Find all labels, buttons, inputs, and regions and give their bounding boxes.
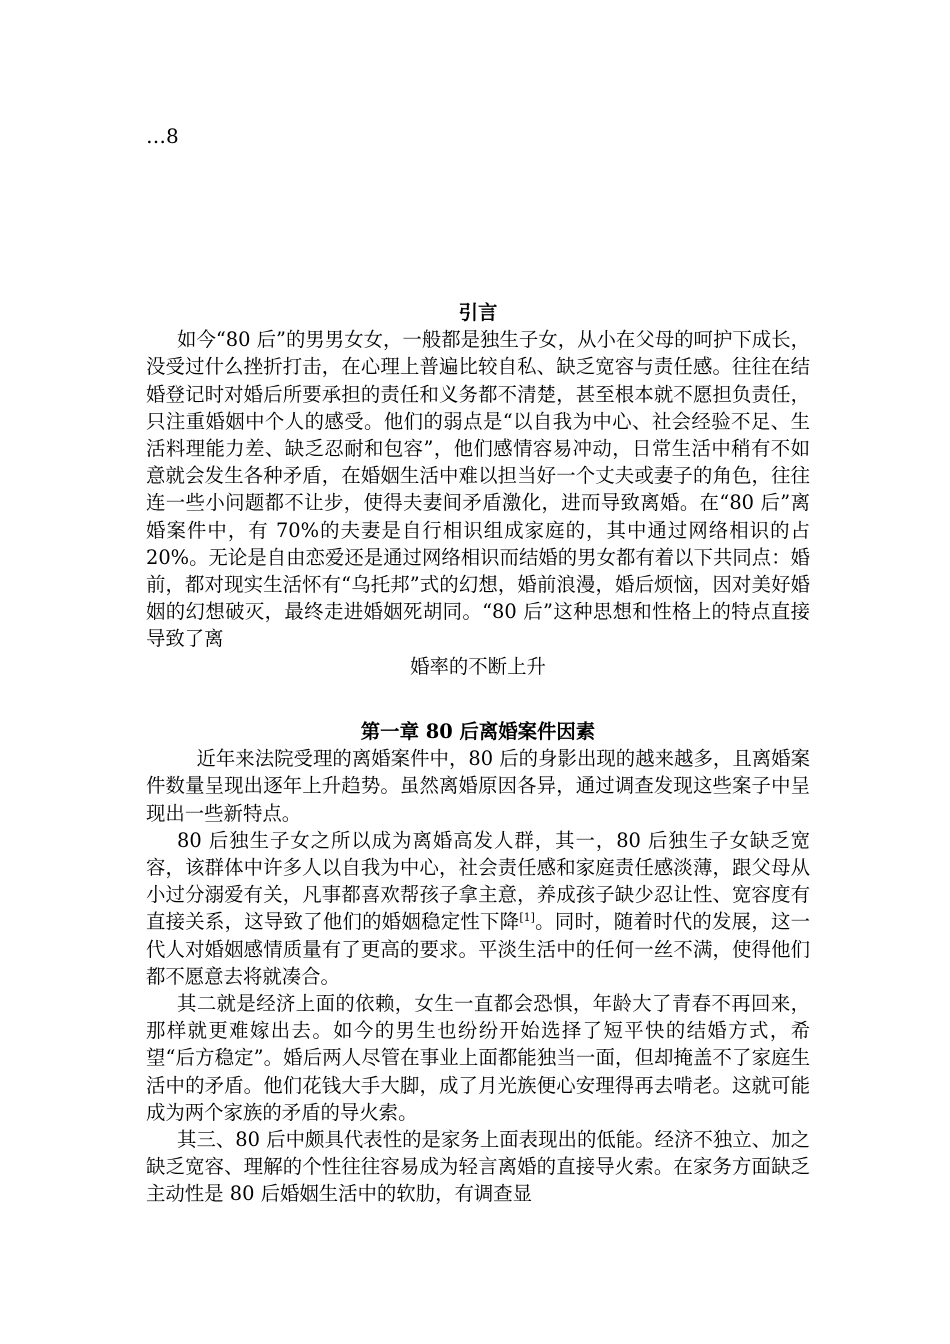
chapter-1-paragraph-4: 其三、80 后中颇具代表性的是家务上面表现出的低能。经济不独立、加之缺乏宽容、理解的个性往往容易成为轻言离婚的直接导火索。在家务方面缺乏主动性是 80 后婚姻生活中的软肋，有调查显 (146, 1128, 810, 1206)
intro-title: 引言 (458, 301, 498, 324)
chapter-1-paragraph-3: 其二就是经济上面的依赖，女生一直都会恐惧，年龄大了青春不再回来，那样就更难嫁出去。如今的男生也纷纷开始选择了短平快的结婚方式，希望“后方稳定”。婚后两人尽管在事业上面都能独当一面，但却掩盖不了家庭生活中的矛盾。他们花钱大手大脚，成了月光族便心安理得再去啃老。这就可能成为两个家族的矛盾的导火索。 (146, 992, 810, 1124)
chapter-1-section (146, 718, 810, 1208)
paragraph-2-text-b: 。同时，随着时代的发展，这一代人对婚姻感情质量有了更高的要求。平淡生活中的任何一丝不满，使得他们都不愿意去将就凑合。 (146, 910, 811, 988)
intro-paragraph: 如今“80 后”的男男女女，一般都是独生子女，从小在父母的呵护下成长，没受过什么挫折打击，在心理上普遍比较自私、缺乏宽容与责任感。往往在结婚登记时对婚后所要承担的责任和义务都不清楚，甚至根本就不愿担负责任，只注重婚姻中个人的感受。他们的弱点是“以自我为中心、社会经验不足、生活料理能力差、缺乏忍耐和包容”，他们感情容易冲动，日常生活中稍有不如意就会发生各种矛盾，在婚姻生活中难以担当好一个丈夫或妻子的角色，往往连一些小问题都不让步，使得夫妻间矛盾激化，进而导致离婚。在“80 后”离婚案件中，有 70%的夫妻是自行相识组成家庭的，其中通过网络相识的占 20%。无论是自由恋爱还是通过网络相识而结婚的男女都有着以下共同点：婚前，都对现实生活怀有“乌托邦”式的幻想，婚前浪漫，婚后烦恼，因对美好婚姻的幻想破灭，最终走进婚姻死胡同。“80 后”这种思想和性格上的特点直接导致了离 (146, 328, 810, 651)
page-number: …8 (146, 124, 179, 148)
intro-section (146, 299, 810, 680)
chapter-1-paragraph-1: 近年来法院受理的离婚案件中，80 后的身影出现的越来越多，且离婚案件数量呈现出逐年上升趋势。虽然离婚原因各异，通过调查发现这些案子中呈现出一些新特点。 (146, 747, 810, 825)
intro-last-line: 婚率的不断上升 (410, 654, 546, 678)
footnote-reference[interactable]: [1] (519, 911, 535, 925)
chapter-1-title: 第一章 80 后离婚案件因素 (360, 720, 596, 743)
paragraph-2-text-a: 80 后独生子女之所以成为离婚高发人群，其一，80 后独生子女缺乏宽容，该群体中许多人以自我为中心，社会责任感和家庭责任感淡薄，跟父母从小过分溺爱有关，凡事都喜欢帮孩子拿主意，养成孩子缺少忍让性、宽容度有直接关系，这导致了他们的婚姻稳定性下降 (146, 828, 810, 934)
chapter-1-paragraph-2 (146, 827, 810, 990)
